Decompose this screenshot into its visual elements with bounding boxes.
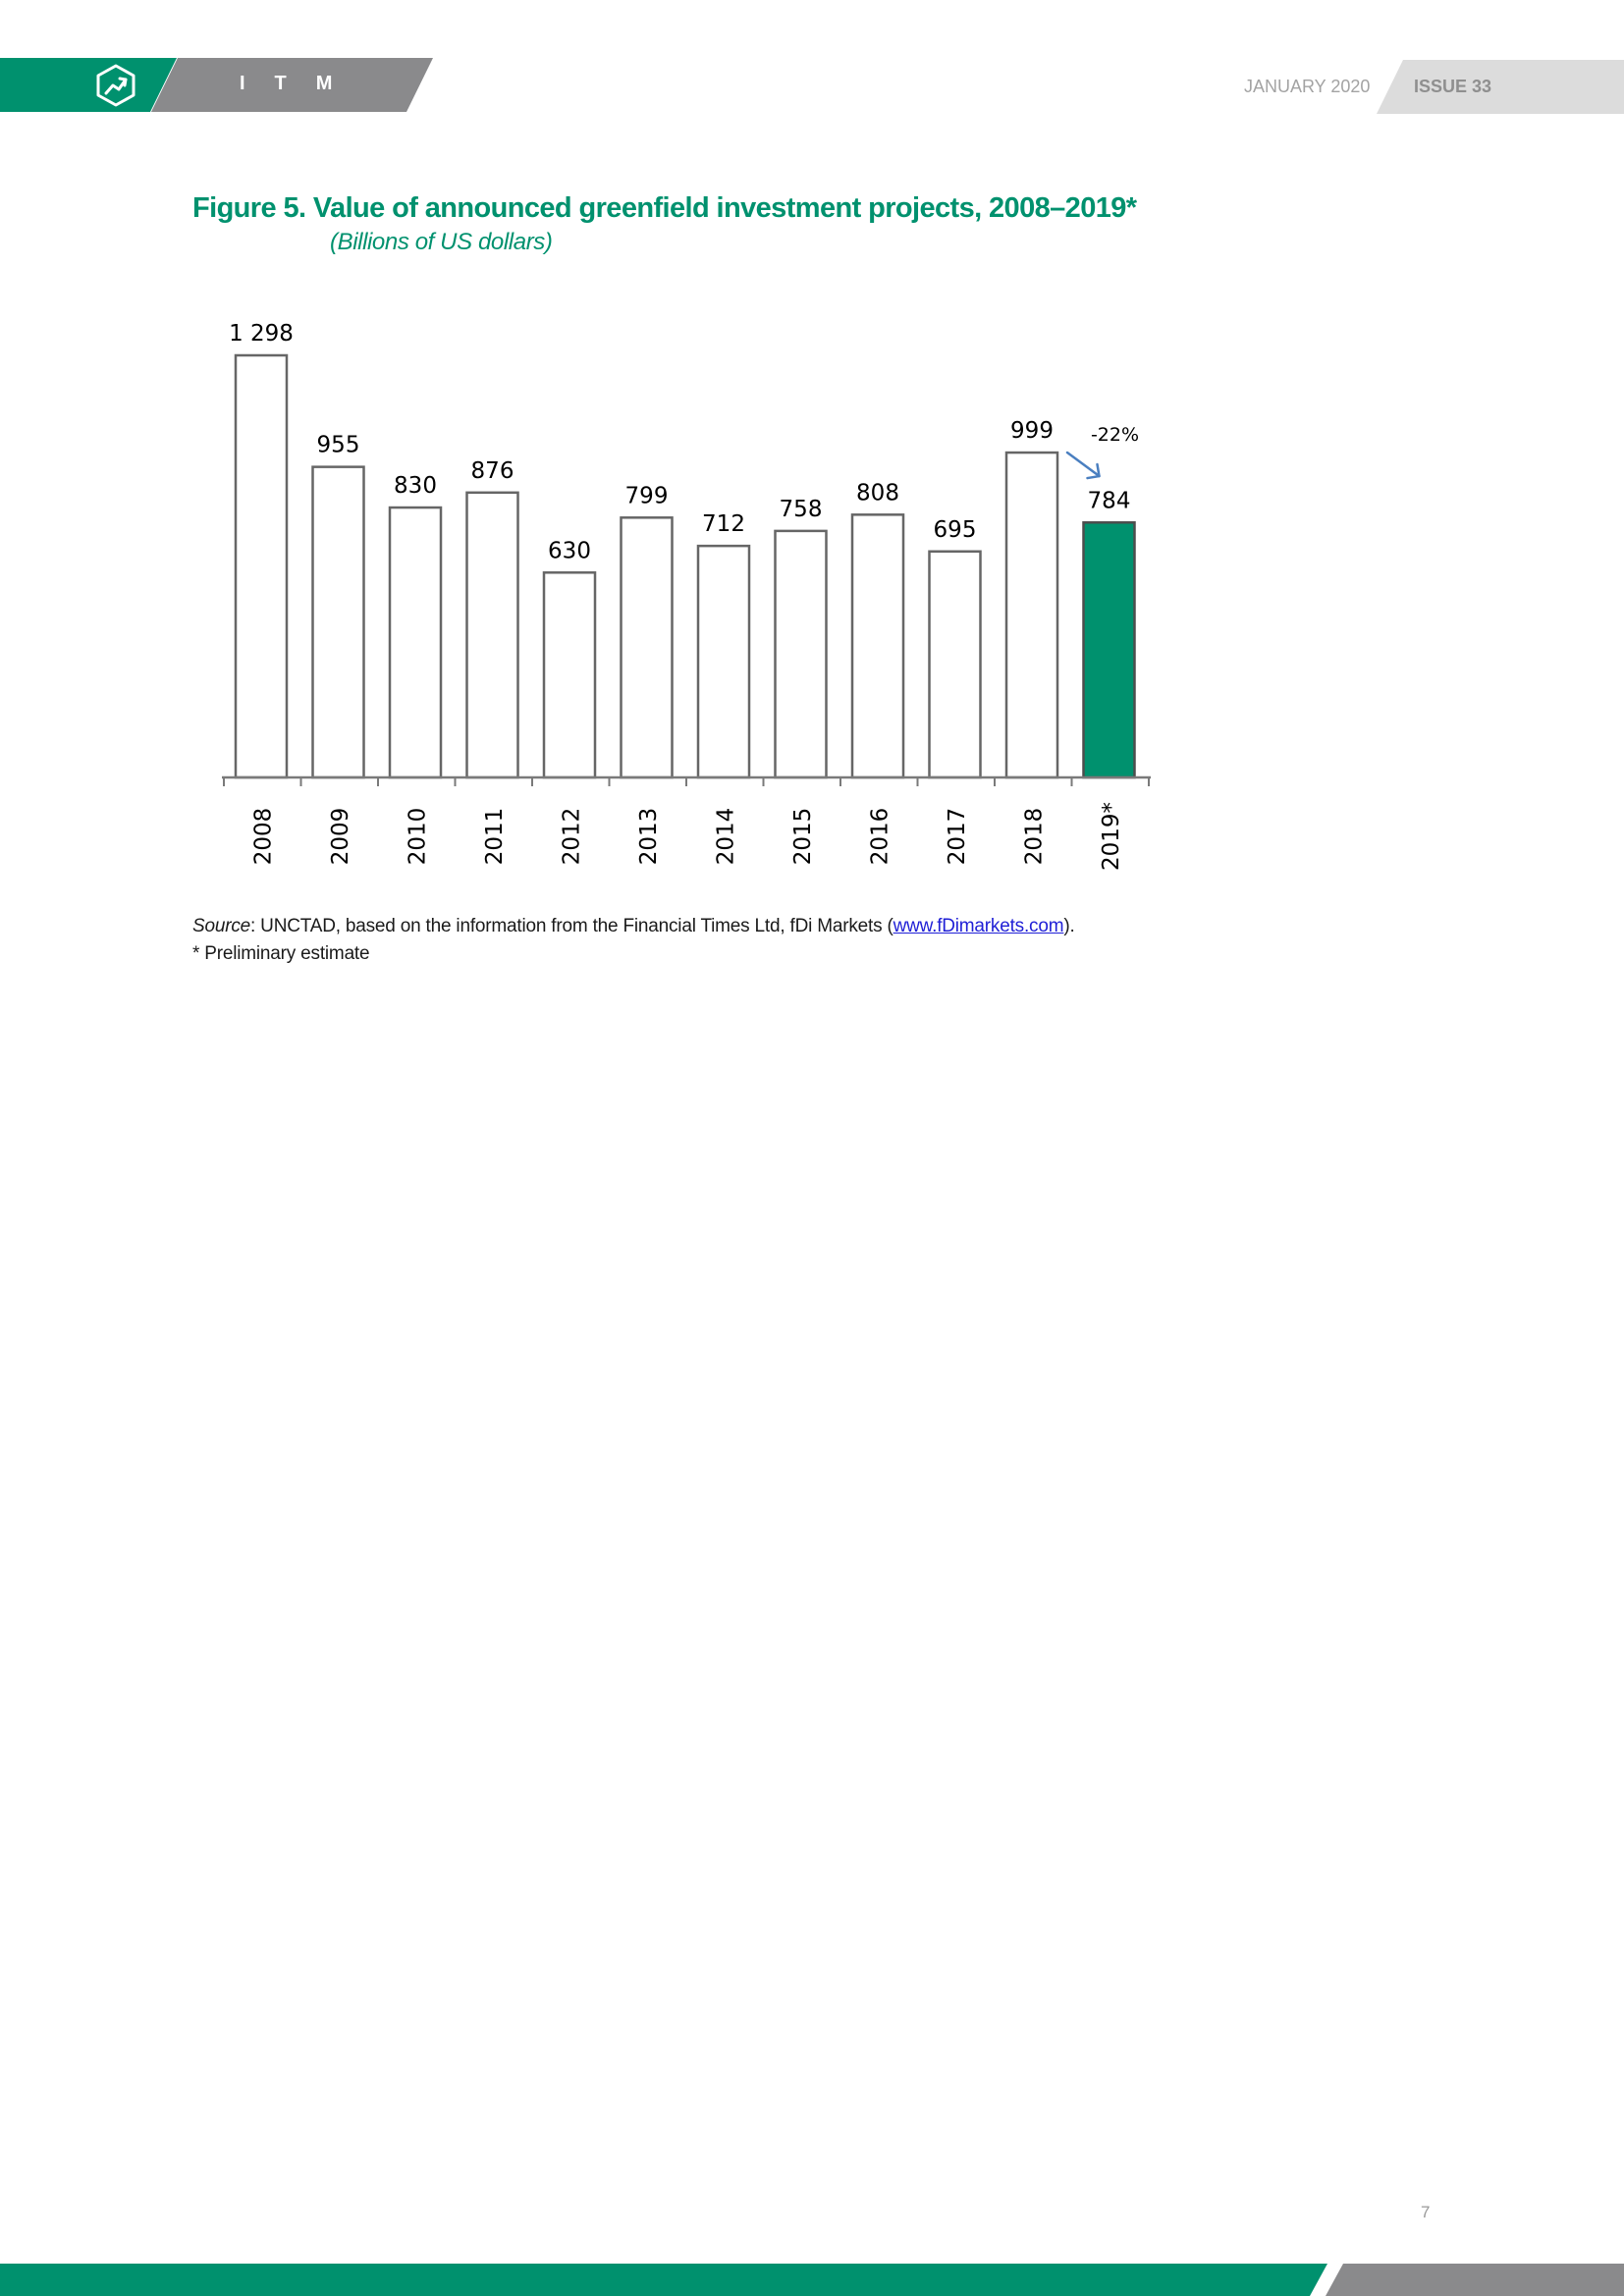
issue-number: ISSUE 33	[1414, 77, 1492, 96]
tick-label-2016: 2016	[867, 807, 893, 866]
data-label-2016: 808	[856, 480, 899, 507]
data-label-2013: 799	[624, 483, 669, 509]
bar-2013	[622, 517, 673, 777]
tick-label-2012: 2012	[559, 807, 585, 866]
tick-label-2008: 2008	[250, 807, 277, 866]
data-label-2012: 630	[548, 538, 591, 564]
header-green-band	[0, 58, 177, 112]
data-label-2019*: 784	[1087, 488, 1131, 514]
bar-chart	[196, 294, 1159, 883]
brand-name: ITM	[240, 73, 362, 94]
bar-2016	[852, 514, 903, 777]
bar-2017	[930, 552, 981, 777]
tick-label-2010: 2010	[405, 807, 431, 866]
page-number: 7	[1421, 2203, 1431, 2221]
tick-label-2017: 2017	[944, 807, 970, 866]
tick-label-2018: 2018	[1021, 807, 1048, 866]
issue-date: JANUARY 2020	[1244, 77, 1371, 96]
data-label-2018: 999	[1010, 418, 1054, 445]
bar-2012	[544, 572, 595, 777]
bar-2010	[390, 507, 441, 777]
data-label-2015: 758	[779, 496, 823, 522]
data-label-2011: 876	[470, 457, 514, 484]
bar-2015	[776, 531, 827, 777]
annotation-arrow-shaft	[1067, 453, 1100, 476]
source-text-end: ).	[1063, 916, 1075, 936]
bar-2008	[236, 355, 287, 777]
footer-green-band	[0, 2264, 1327, 2296]
tick-label-2019*: 2019*	[1098, 801, 1124, 872]
bar-2011	[467, 493, 518, 777]
data-label-2009: 955	[316, 432, 360, 458]
tick-label-2009: 2009	[327, 807, 353, 866]
trend-up-hexagon-icon	[94, 63, 137, 108]
footnote: * Preliminary estimate	[192, 943, 370, 964]
tick-label-2015: 2015	[789, 807, 816, 866]
bar-2014	[698, 546, 749, 777]
tick-label-2011: 2011	[481, 807, 508, 866]
bar-2018	[1006, 453, 1057, 777]
source-link[interactable]: www.fDimarkets.com	[893, 916, 1064, 936]
data-label-2017: 695	[933, 516, 977, 543]
tick-label-2013: 2013	[635, 807, 662, 866]
data-label-2010: 830	[394, 473, 437, 500]
bar-2019*	[1084, 522, 1135, 777]
source-text: : UNCTAD, based on the information from the Financial Times Ltd, fDi Markets (	[250, 916, 893, 936]
data-label-2014: 712	[702, 511, 745, 538]
bar-2009	[313, 467, 364, 777]
tick-label-2014: 2014	[713, 807, 739, 866]
source-note	[192, 916, 1075, 937]
footer-gray-band	[1326, 2264, 1624, 2296]
figure-title: Figure 5. Value of announced greenfield investment projects, 2008–2019*	[192, 192, 1137, 224]
annotation-label: -22%	[1090, 424, 1140, 447]
data-label-2008: 1 298	[229, 321, 294, 347]
source-label: Source	[192, 916, 251, 936]
figure-subtitle: (Billions of US dollars)	[330, 229, 553, 255]
